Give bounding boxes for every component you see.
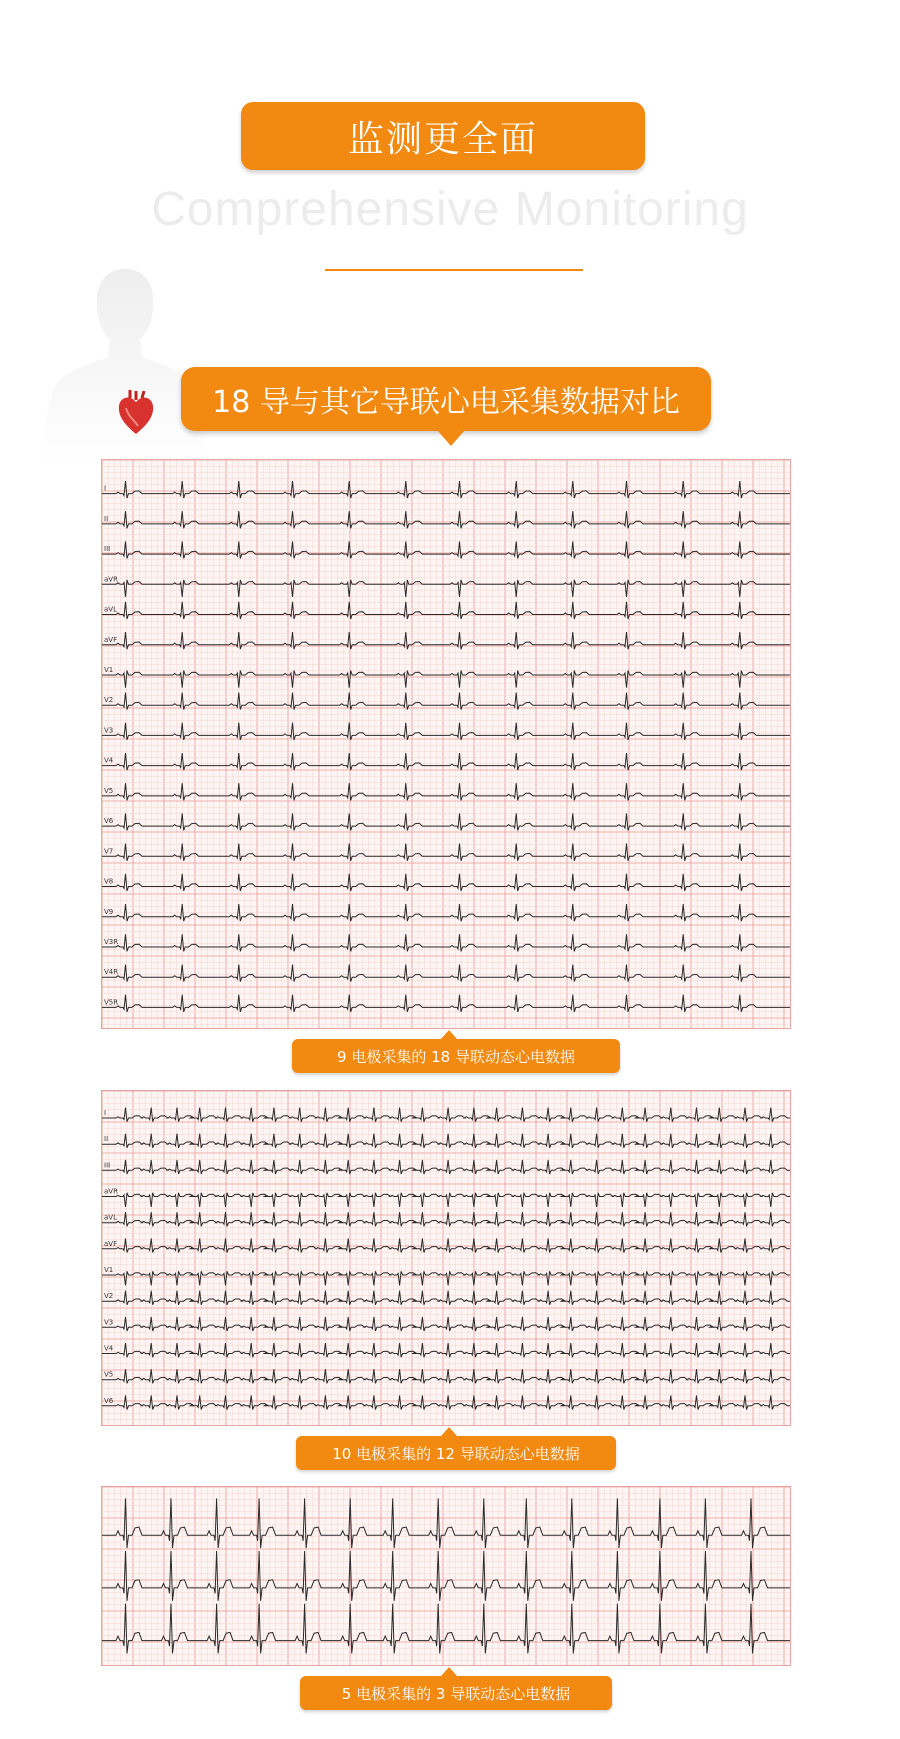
ecg-panel-3-lead bbox=[101, 1486, 791, 1666]
compare-banner-pointer bbox=[437, 430, 465, 446]
lead-label: II bbox=[104, 514, 109, 523]
lead-label: aVL bbox=[104, 605, 117, 614]
caption-pointer bbox=[441, 1427, 457, 1436]
lead-label: aVF bbox=[104, 1239, 118, 1248]
lead-label: V1 bbox=[104, 666, 114, 674]
subtitle-en: Comprehensive Monitoring bbox=[151, 183, 749, 236]
ecg-chart-12-lead bbox=[102, 1091, 790, 1425]
ecg-trace bbox=[102, 602, 790, 619]
ecg-trace bbox=[102, 934, 790, 951]
divider bbox=[325, 269, 583, 271]
lead-label: V6 bbox=[104, 817, 114, 826]
lead-label: V1 bbox=[104, 1266, 114, 1274]
caption-pointer bbox=[441, 1667, 457, 1676]
ecg-trace bbox=[102, 1238, 790, 1252]
lead-label: V6 bbox=[104, 1396, 114, 1405]
caption-pointer bbox=[441, 1030, 457, 1039]
ecg-trace bbox=[102, 481, 790, 498]
ecg-trace bbox=[102, 1317, 790, 1331]
lead-label: aVL bbox=[104, 1213, 117, 1222]
lead-label: V3R bbox=[104, 938, 119, 946]
ecg-trace bbox=[102, 844, 790, 861]
ecg-trace bbox=[102, 1291, 790, 1305]
ecg-trace bbox=[102, 1160, 790, 1174]
lead-label: V9 bbox=[104, 907, 114, 916]
lead-label: V5 bbox=[104, 1370, 114, 1379]
lead-label: aVR bbox=[104, 1187, 118, 1196]
compare-banner-text: 18 导与其它导联心电采集数据对比 bbox=[212, 385, 680, 420]
ecg-trace bbox=[102, 1193, 790, 1207]
lead-label: aVR bbox=[104, 575, 118, 584]
lead-label: V2 bbox=[104, 1292, 114, 1301]
ecg-trace bbox=[102, 580, 790, 597]
lead-label: V2 bbox=[104, 696, 114, 705]
ecg-trace bbox=[102, 671, 790, 688]
lead-label: V4 bbox=[104, 756, 114, 765]
lead-label: V7 bbox=[104, 847, 114, 856]
lead-label: V4 bbox=[104, 1344, 114, 1353]
ecg-trace bbox=[102, 693, 790, 710]
ecg-trace bbox=[102, 1498, 790, 1548]
lead-label: V5 bbox=[104, 786, 114, 795]
ecg-trace bbox=[102, 723, 790, 740]
caption-text: 10 电极采集的 12 导联动态心电数据 bbox=[332, 1444, 580, 1463]
title-banner bbox=[241, 102, 645, 170]
lead-label: V4R bbox=[104, 968, 119, 977]
ecg-panel-18-lead bbox=[101, 459, 791, 1029]
ecg-trace bbox=[102, 783, 790, 800]
ecg-caption-3-lead bbox=[300, 1676, 612, 1710]
ecg-grid bbox=[102, 1091, 790, 1425]
page-title: 监测更全面 bbox=[347, 118, 538, 160]
ecg-chart-3-lead bbox=[102, 1487, 790, 1665]
ecg-caption-18-lead bbox=[292, 1039, 620, 1073]
ecg-chart-18-lead bbox=[102, 460, 790, 1028]
ecg-trace bbox=[102, 995, 790, 1012]
ecg-trace bbox=[102, 632, 790, 649]
lead-label: I bbox=[104, 1109, 107, 1117]
lead-label: III bbox=[104, 1161, 111, 1170]
lead-label: II bbox=[104, 1135, 109, 1144]
ecg-trace bbox=[102, 541, 790, 558]
lead-label: V5R bbox=[104, 998, 119, 1007]
ecg-trace bbox=[102, 511, 790, 528]
compare-banner bbox=[181, 367, 711, 431]
ecg-panel-12-lead bbox=[101, 1090, 791, 1426]
ecg-caption-12-lead bbox=[296, 1436, 616, 1470]
lead-label: I bbox=[104, 484, 107, 493]
ecg-trace bbox=[102, 965, 790, 982]
ecg-trace bbox=[102, 813, 790, 830]
caption-text: 5 电极采集的 3 导联动态心电数据 bbox=[341, 1684, 571, 1703]
ecg-grid bbox=[102, 460, 790, 1028]
ecg-trace bbox=[102, 874, 790, 891]
heart-icon bbox=[116, 388, 156, 438]
lead-label: aVF bbox=[104, 635, 118, 644]
ecg-trace bbox=[102, 1212, 790, 1226]
caption-text: 9 电极采集的 18 导联动态心电数据 bbox=[337, 1047, 575, 1066]
ecg-trace bbox=[102, 753, 790, 770]
lead-label: III bbox=[104, 545, 111, 554]
lead-label: V3 bbox=[104, 1318, 114, 1327]
lead-label: V8 bbox=[104, 877, 114, 886]
lead-label: V3 bbox=[104, 726, 114, 735]
ecg-trace bbox=[102, 1551, 790, 1601]
